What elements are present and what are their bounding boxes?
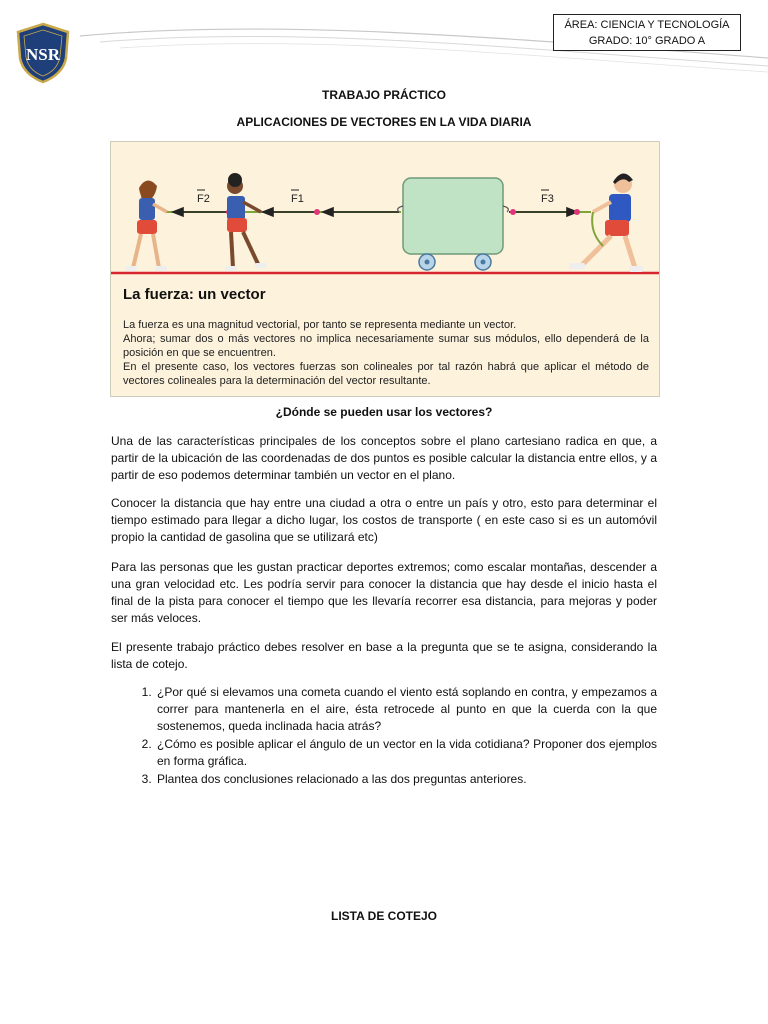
figure-paragraph-3: En el presente caso, los vectores fuerzas son colineales por tal razón habrá que aplicar el método de vectores colineales para la determinación del vector resultante. xyxy=(123,361,649,387)
tug-of-war-illustration xyxy=(110,141,660,397)
figure-heading: La fuerza: un vector xyxy=(123,286,266,303)
document-title: TRABAJO PRÁCTICO xyxy=(321,88,446,102)
figure-text xyxy=(123,318,649,388)
section-question-heading: ¿Dónde se pueden usar los vectores? xyxy=(275,405,493,419)
question-item-3: 3. Plantea dos conclusiones relacionado a las dos preguntas anteriores. xyxy=(155,771,657,788)
question-item-1: 1. ¿Por qué si elevamos una cometa cuando el viento está soplando en contra, y empezamos a correr para mantenerla en el aire, ésta retrocede al punto en que la cuerda con la que sostenemos, queda inclinada hacia atrás? xyxy=(155,684,657,735)
force-label-f3: F3 xyxy=(541,193,554,205)
body-paragraph-1: Una de las características principales de los conceptos sobre el plano cartesiano radica en que, a partir de la ubicación de las coordenadas de dos puntos es posible calcular la distancia entre ellos, y a partir de eso podemos determinar también un vector en el plano. xyxy=(111,434,657,482)
grade-label: GRADO: 10° GRADO A xyxy=(588,35,706,47)
body-paragraph-2: Conocer la distancia que hay entre una ciudad a otra o entre un país y otro, esto para determinar el tiempo estimado para llegar a dicho lugar, los costos de transporte ( en este caso si es un automóvil propio la cantidad de gasolina que se utilizará etc) xyxy=(111,496,657,544)
question-list xyxy=(111,684,657,789)
body-paragraph-4: El presente trabajo práctico debes resolver en base a la pregunta que se te asigna, considerando la lista de cotejo. xyxy=(111,640,657,671)
area-grade-box xyxy=(553,14,741,51)
person-left-girl xyxy=(125,180,167,271)
person-right-man xyxy=(569,173,643,272)
box-cart xyxy=(403,178,503,254)
figure-paragraph-1: La fuerza es una magnitud vectorial, por tanto se representa mediante un vector. xyxy=(123,319,517,331)
person-middle-girl xyxy=(225,173,267,271)
area-label: ÁREA: CIENCIA Y TECNOLOGÍA xyxy=(564,19,730,31)
checklist-title: LISTA DE COTEJO xyxy=(330,909,437,923)
logo-text: NSR xyxy=(25,45,61,64)
figure-paragraph-2: Ahora; sumar dos o más vectores no implica necesariamente sumar sus módulos, ello dependerá de la posición en que se encuentren. xyxy=(123,333,649,359)
body-paragraph-3: Para las personas que les gustan practicar deportes extremos; como escalar montañas, descender a una gran velocidad etc. Les podría servir para conocer la distancia que hay desde el inicio hasta el final de la pista para conocer el tiempo que les llevaría recorrer esa distancia, para mejoras y poder ser más veloces. xyxy=(111,560,657,625)
force-label-f1: F1 xyxy=(291,193,304,205)
school-shield-logo xyxy=(16,22,70,84)
force-label-f2: F2 xyxy=(197,193,210,205)
question-item-2: 2. ¿Cómo es posible aplicar el ángulo de un vector en la vida cotidiana? Proponer dos ejemplos en forma gráfica. xyxy=(155,736,657,770)
document-subtitle: APLICACIONES DE VECTORES EN LA VIDA DIARIA xyxy=(236,115,532,129)
